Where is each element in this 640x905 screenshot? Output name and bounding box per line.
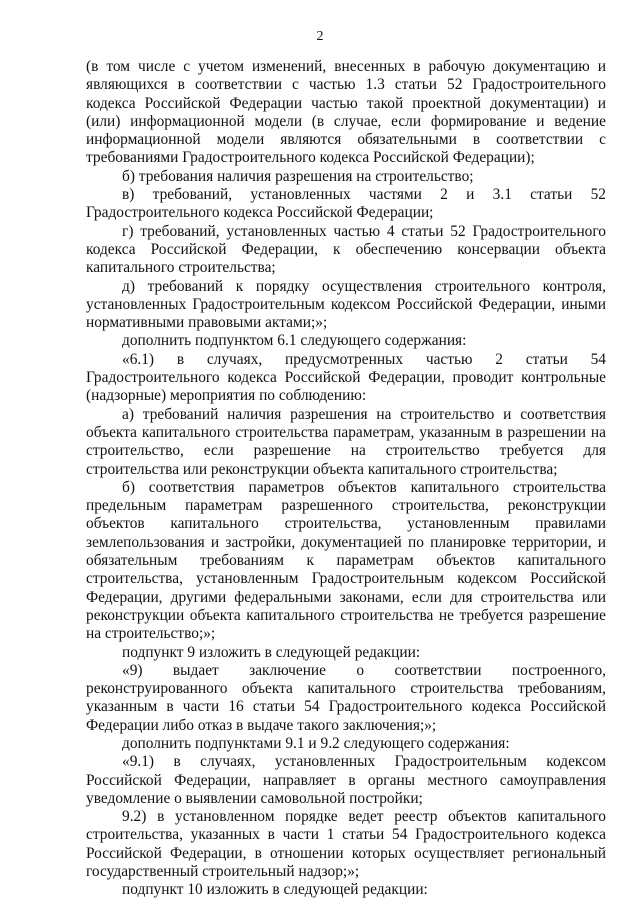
page-number: 2 [316,29,324,44]
paragraph: подпункт 9 изложить в следующей редакции: [122,643,421,661]
paragraph: «6.1) в случаях, предусмотренных частью 2 статьи 54 Градостроительного кодекса Российской Федерации, проводит контрольные (надзорные) мероприятия по соблюдению: [86,350,606,405]
paragraph: б) требования наличия разрешения на строительство; [122,167,474,185]
paragraph: г) требований, установленных частью 4 статьи 52 Градостроительного кодекса Российской Федерации, к обеспечению консервации объекта капитального строительства; [86,222,606,277]
paragraph: б) соответствия параметров объектов капитального строительства предельным параметрам разрешенного строительства, реконструкции объектов капитального строительства, установленным правилами землепользования и застройки, документацией по планировке территории, и обязательным требованиям к параметрам объектов капитального строительства, установленным Градостроительным кодексом Российской Федерации, другими федеральными законами, если для строительства или реконструкции объекта капитального строительства не требуется разрешение на строительство;»; [86,478,606,643]
paragraph: дополнить подпунктом 6.1 следующего содержания: [122,332,467,350]
paragraph: а) требований наличия разрешения на строительство и соответствия объекта капитального строительства параметрам, указанным в разрешении на строительство, если разрешение на строительство требуется для строительства или реконструкции объекта капитального строительства; [86,405,606,478]
paragraph: (в том числе с учетом изменений, внесенных в рабочую документацию и являющихся в соответствии с частью 1.3 статьи 52 Градостроительного кодекса Российской Федерации частью такой проектной документации) и (или) информационной модели (в случае, если формирование и ведение информационной модели являются обязательными в соответствии с требованиями Градостроительного кодекса Российской Федерации); [86,58,606,167]
paragraph: 9.2) в установленном порядке ведет реестр объектов капитального строительства, указанных в части 1 статьи 54 Градостроительного кодекса Российской Федерации, в отношении которых осуществляет региональный государственный строительный надзор;»; [86,808,606,881]
paragraph: в) требований, установленных частями 2 и 3.1 статьи 52 Градостроительного кодекса Российской Федерации; [86,186,606,222]
document-body [86,58,606,900]
paragraph: д) требований к порядку осуществления строительного контроля, установленных Градостроительным кодексом Российской Федерации, иными нормативными правовыми актами;»; [86,277,606,332]
paragraph: дополнить подпунктами 9.1 и 9.2 следующего содержания: [122,734,510,752]
paragraph: «9.1) в случаях, установленных Градостроительным кодексом Российской Федерации, направляет в органы местного самоуправления уведомление о выявлении самовольной постройки; [86,753,606,807]
paragraph: подпункт 10 изложить в следующей редакции: [122,881,428,899]
paragraph: «9) выдает заключение о соответствии построенного, реконструированного объекта капитального строительства требованиям, указанным в части 16 статьи 54 Градостроительного кодекса Российской Федерации либо отказ в выдаче такого заключения;»; [86,661,606,734]
